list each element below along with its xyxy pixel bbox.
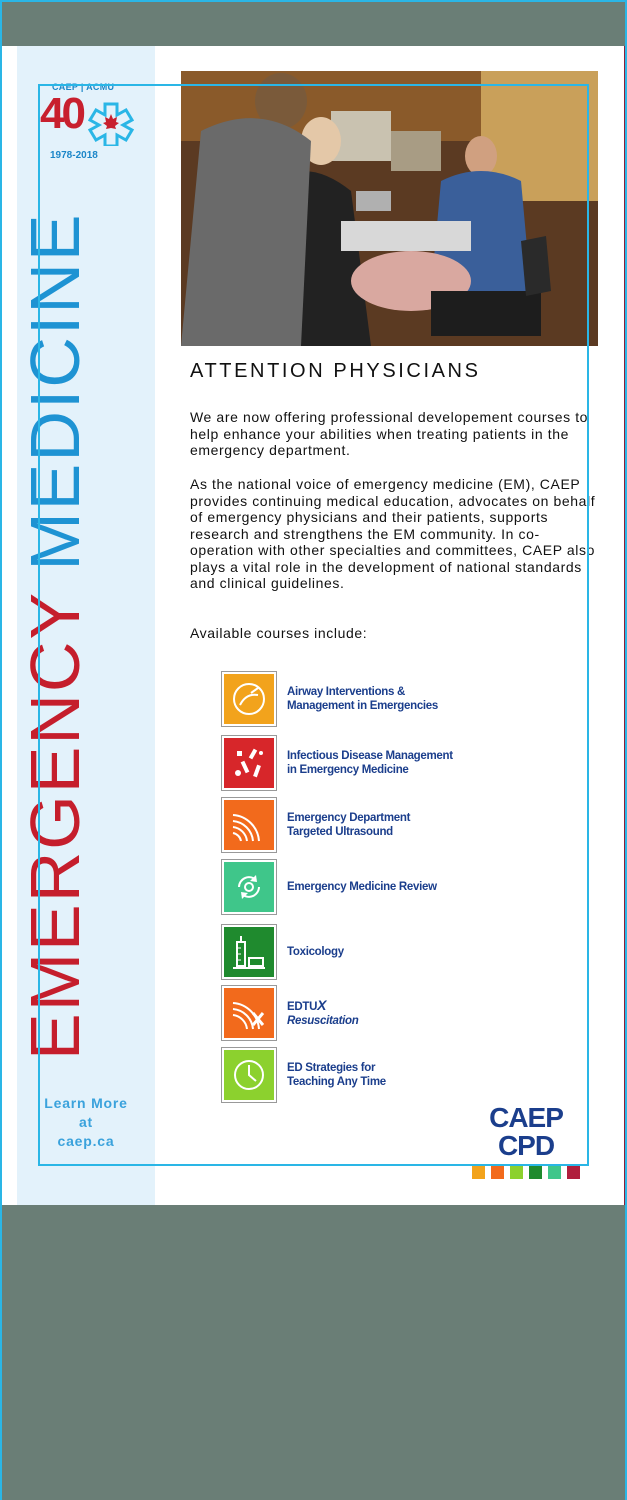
title-medicine: MEDICINE: [16, 212, 94, 571]
title-emergency: EMERGENCY: [16, 592, 94, 1060]
airway-icon: [222, 672, 276, 726]
course-ultrasound-line1: Emergency Department: [287, 812, 411, 824]
course-infectious-line2: in Emergency Medicine: [287, 764, 409, 776]
vertical-title: [16, 212, 94, 1060]
course-toxicology[interactable]: [222, 925, 344, 979]
course-resuscitation-line2: Resuscitation: [287, 1015, 359, 1027]
course-review-line1: Emergency Medicine Review: [287, 881, 437, 893]
cpd-square: [529, 1166, 542, 1179]
learn-more-link[interactable]: [34, 1094, 138, 1151]
course-airway-line2: Management in Emergencies: [287, 700, 438, 712]
course-resuscitation[interactable]: [222, 986, 359, 1040]
star-of-life-icon: [88, 100, 134, 146]
cpd-square: [472, 1166, 485, 1179]
logo-years: 1978-2018: [50, 150, 98, 161]
ultrasound-icon: [222, 798, 276, 852]
courses-intro: Available courses include:: [190, 625, 368, 641]
toxicology-icon: [222, 925, 276, 979]
review-cycle-icon: [222, 860, 276, 914]
course-ultrasound[interactable]: [222, 798, 410, 852]
intro-paragraph: We are now offering professional developement courses to help enhance your abilities when treating patients in the emergency department.: [190, 409, 589, 458]
course-teaching-line1: ED Strategies for: [287, 1062, 376, 1074]
course-toxicology-line1: Toxicology: [287, 946, 344, 958]
training-photo: [181, 71, 598, 346]
cyan-top-edge: [0, 0, 627, 2]
page-heading: ATTENTION PHYSICIANS: [190, 360, 481, 382]
clock-icon: [222, 1048, 276, 1102]
learn-line-2: at: [78, 1114, 94, 1130]
top-band: [0, 0, 627, 46]
cpd-square: [548, 1166, 561, 1179]
learn-line-1: Learn More: [44, 1095, 128, 1111]
course-infectious[interactable]: [222, 736, 453, 790]
caep-40-logo: [38, 82, 138, 162]
course-teaching-line2: Teaching Any Time: [287, 1076, 386, 1088]
cpd-color-squares: [462, 1166, 590, 1179]
cyan-left-edge: [0, 0, 2, 1500]
logo-org: CAEP | ACMU: [52, 82, 115, 92]
cpd-logo-text: CAEP CPD: [489, 1102, 563, 1161]
caep-cpd-logo: [462, 1104, 590, 1179]
bottom-band: [0, 1205, 627, 1500]
course-ultrasound-line2: Targeted Ultrasound: [287, 826, 393, 838]
course-airway-line1: Airway Interventions &: [287, 686, 406, 698]
logo-number: 40: [40, 89, 83, 138]
cpd-square: [491, 1166, 504, 1179]
learn-line-3: caep.ca: [57, 1133, 115, 1149]
course-resuscitation-x: X: [317, 997, 327, 1013]
course-teaching[interactable]: [222, 1048, 386, 1102]
course-infectious-line1: Infectious Disease Management: [287, 750, 453, 762]
course-review[interactable]: [222, 860, 437, 914]
about-paragraph: As the national voice of emergency medicine (EM), CAEP provides continuing medical education, advocates on behalf of emergency physicians and their patients, supports research and strengthens the EM community. In co-operation with other specialties and committees, CAEP also plays a vital role in the development of national standards and clinical guidelines.: [190, 476, 596, 591]
cpd-square: [567, 1166, 580, 1179]
infectious-disease-icon: [222, 736, 276, 790]
course-airway[interactable]: [222, 672, 438, 726]
course-resuscitation-line1: EDTU: [287, 1001, 318, 1013]
resuscitation-icon: [222, 986, 276, 1040]
cpd-square: [510, 1166, 523, 1179]
